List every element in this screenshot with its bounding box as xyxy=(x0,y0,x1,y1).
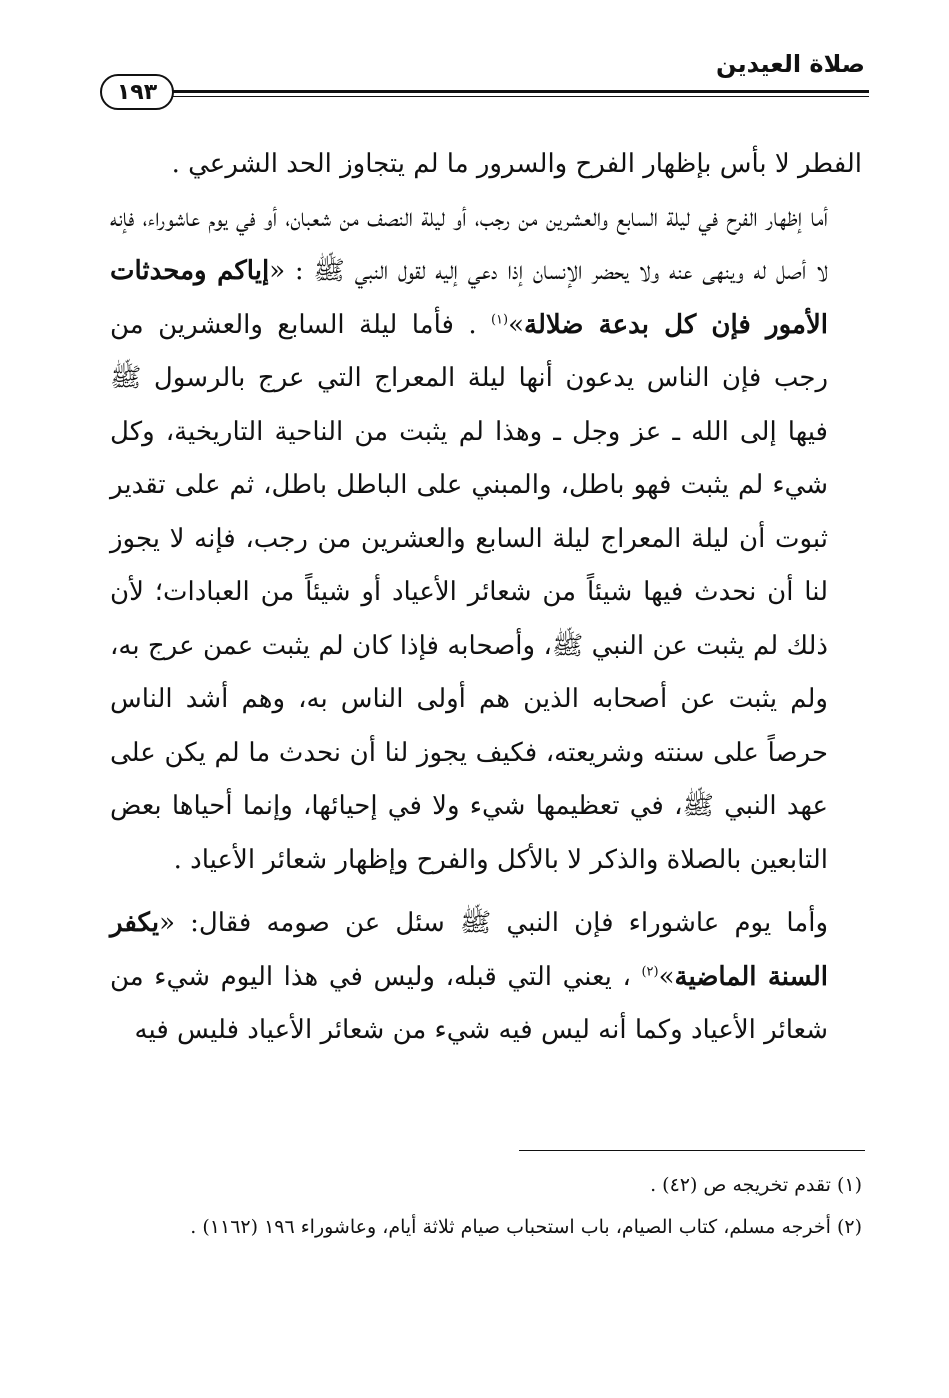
hadith-quote-2: يكفر السنة الماضية xyxy=(110,908,828,992)
footnote-ref-1[interactable]: (١) xyxy=(490,311,509,327)
paragraph-1-text: الفطر لا بأس بإظهار الفرح والسرور ما لم يتجاوز الحد الشرعي . xyxy=(171,149,862,179)
footnote-2: (٢) أخرجه مسلم، كتاب الصيام، باب استحباب صيام ثلاثة أيام، وعاشوراء ١٩٦ (١١٦٢) . xyxy=(190,1216,862,1238)
running-title: صلاة العيدين xyxy=(716,50,865,78)
main-text xyxy=(110,138,862,1058)
footnote-separator xyxy=(519,1150,865,1151)
footnote-ref-2[interactable]: (٢) xyxy=(641,963,659,979)
paragraph-3-text-b: ، يعني التي قبله، وليس في هذا اليوم شيء من شعائر الأعياد وكما أنه ليس فيه شيء من شعائر الأعياد فليس فيه xyxy=(110,961,828,1045)
header-rule xyxy=(168,90,869,93)
header-rule-thin xyxy=(168,96,869,97)
hadith-quote-1-close: » xyxy=(508,309,525,340)
paragraph-2-text-a: أما إظهار الفرح في ليلة السابع والعشرين من رجب، أو ليلة النصف من شعبان، أو في يوم عاشوراء، فإنه لا أصل له وينهى عنه ولا يحضر الإنسان إذا دعي إليه لقول النبي ﷺ : « xyxy=(110,202,828,286)
paragraph-2-text-b: . فأما ليلة السابع والعشرين من رجب فإن الناس يدعون أنها ليلة المعراج التي عرج بالرسول ﷺ فيها إلى الله ـ عز وجل ـ وهذا لم يثبت من الناحية التاريخية، وكل شيء لم يثبت فهو باطل، والمبني على الباطل باطل، ثم على تقدير ثبوت أن ليلة المعراج ليلة السابع والعشرين من رجب، فإنه لا يجوز لنا أن نحدث فيها شيئاً من شعائر الأعياد أو شيئاً من العبادات؛ لأن ذلك لم يثبت عن النبي ﷺ، وأصحابه فإذا كان لم يثبت عمن عرج به، ولم يثبت عن أصحابه الذين هم أولى الناس به، وهم أشد الناس حرصاً على سنته وشريعته، فكيف يجوز لنا أن نحدث ما لم يكن على عهد النبي ﷺ، في تعظيمها شيء ولا في إحيائها، وإنما أحياها بعض التابعين بالصلاة والذكر لا بالأكل والفرح وإظهار شعائر الأعياد . xyxy=(110,309,828,875)
footnotes xyxy=(110,1166,862,1250)
paragraph-2 xyxy=(110,192,862,888)
paragraph-3 xyxy=(110,897,862,1058)
hadith-quote-2-close: » xyxy=(658,961,675,992)
paragraph-3-text-a: وأما يوم عاشوراء فإن النبي ﷺ سئل عن صومه فقال: « xyxy=(159,908,828,938)
page-number: ١٩٣ xyxy=(100,74,174,110)
footnote-1: (١) تقدم تخريجه ص (٤٢) . xyxy=(650,1174,862,1196)
hadith-quote-1: إياكم ومحدثات الأمور فإن كل بدعة ضلالة xyxy=(110,256,828,340)
paragraph-1 xyxy=(110,138,862,192)
